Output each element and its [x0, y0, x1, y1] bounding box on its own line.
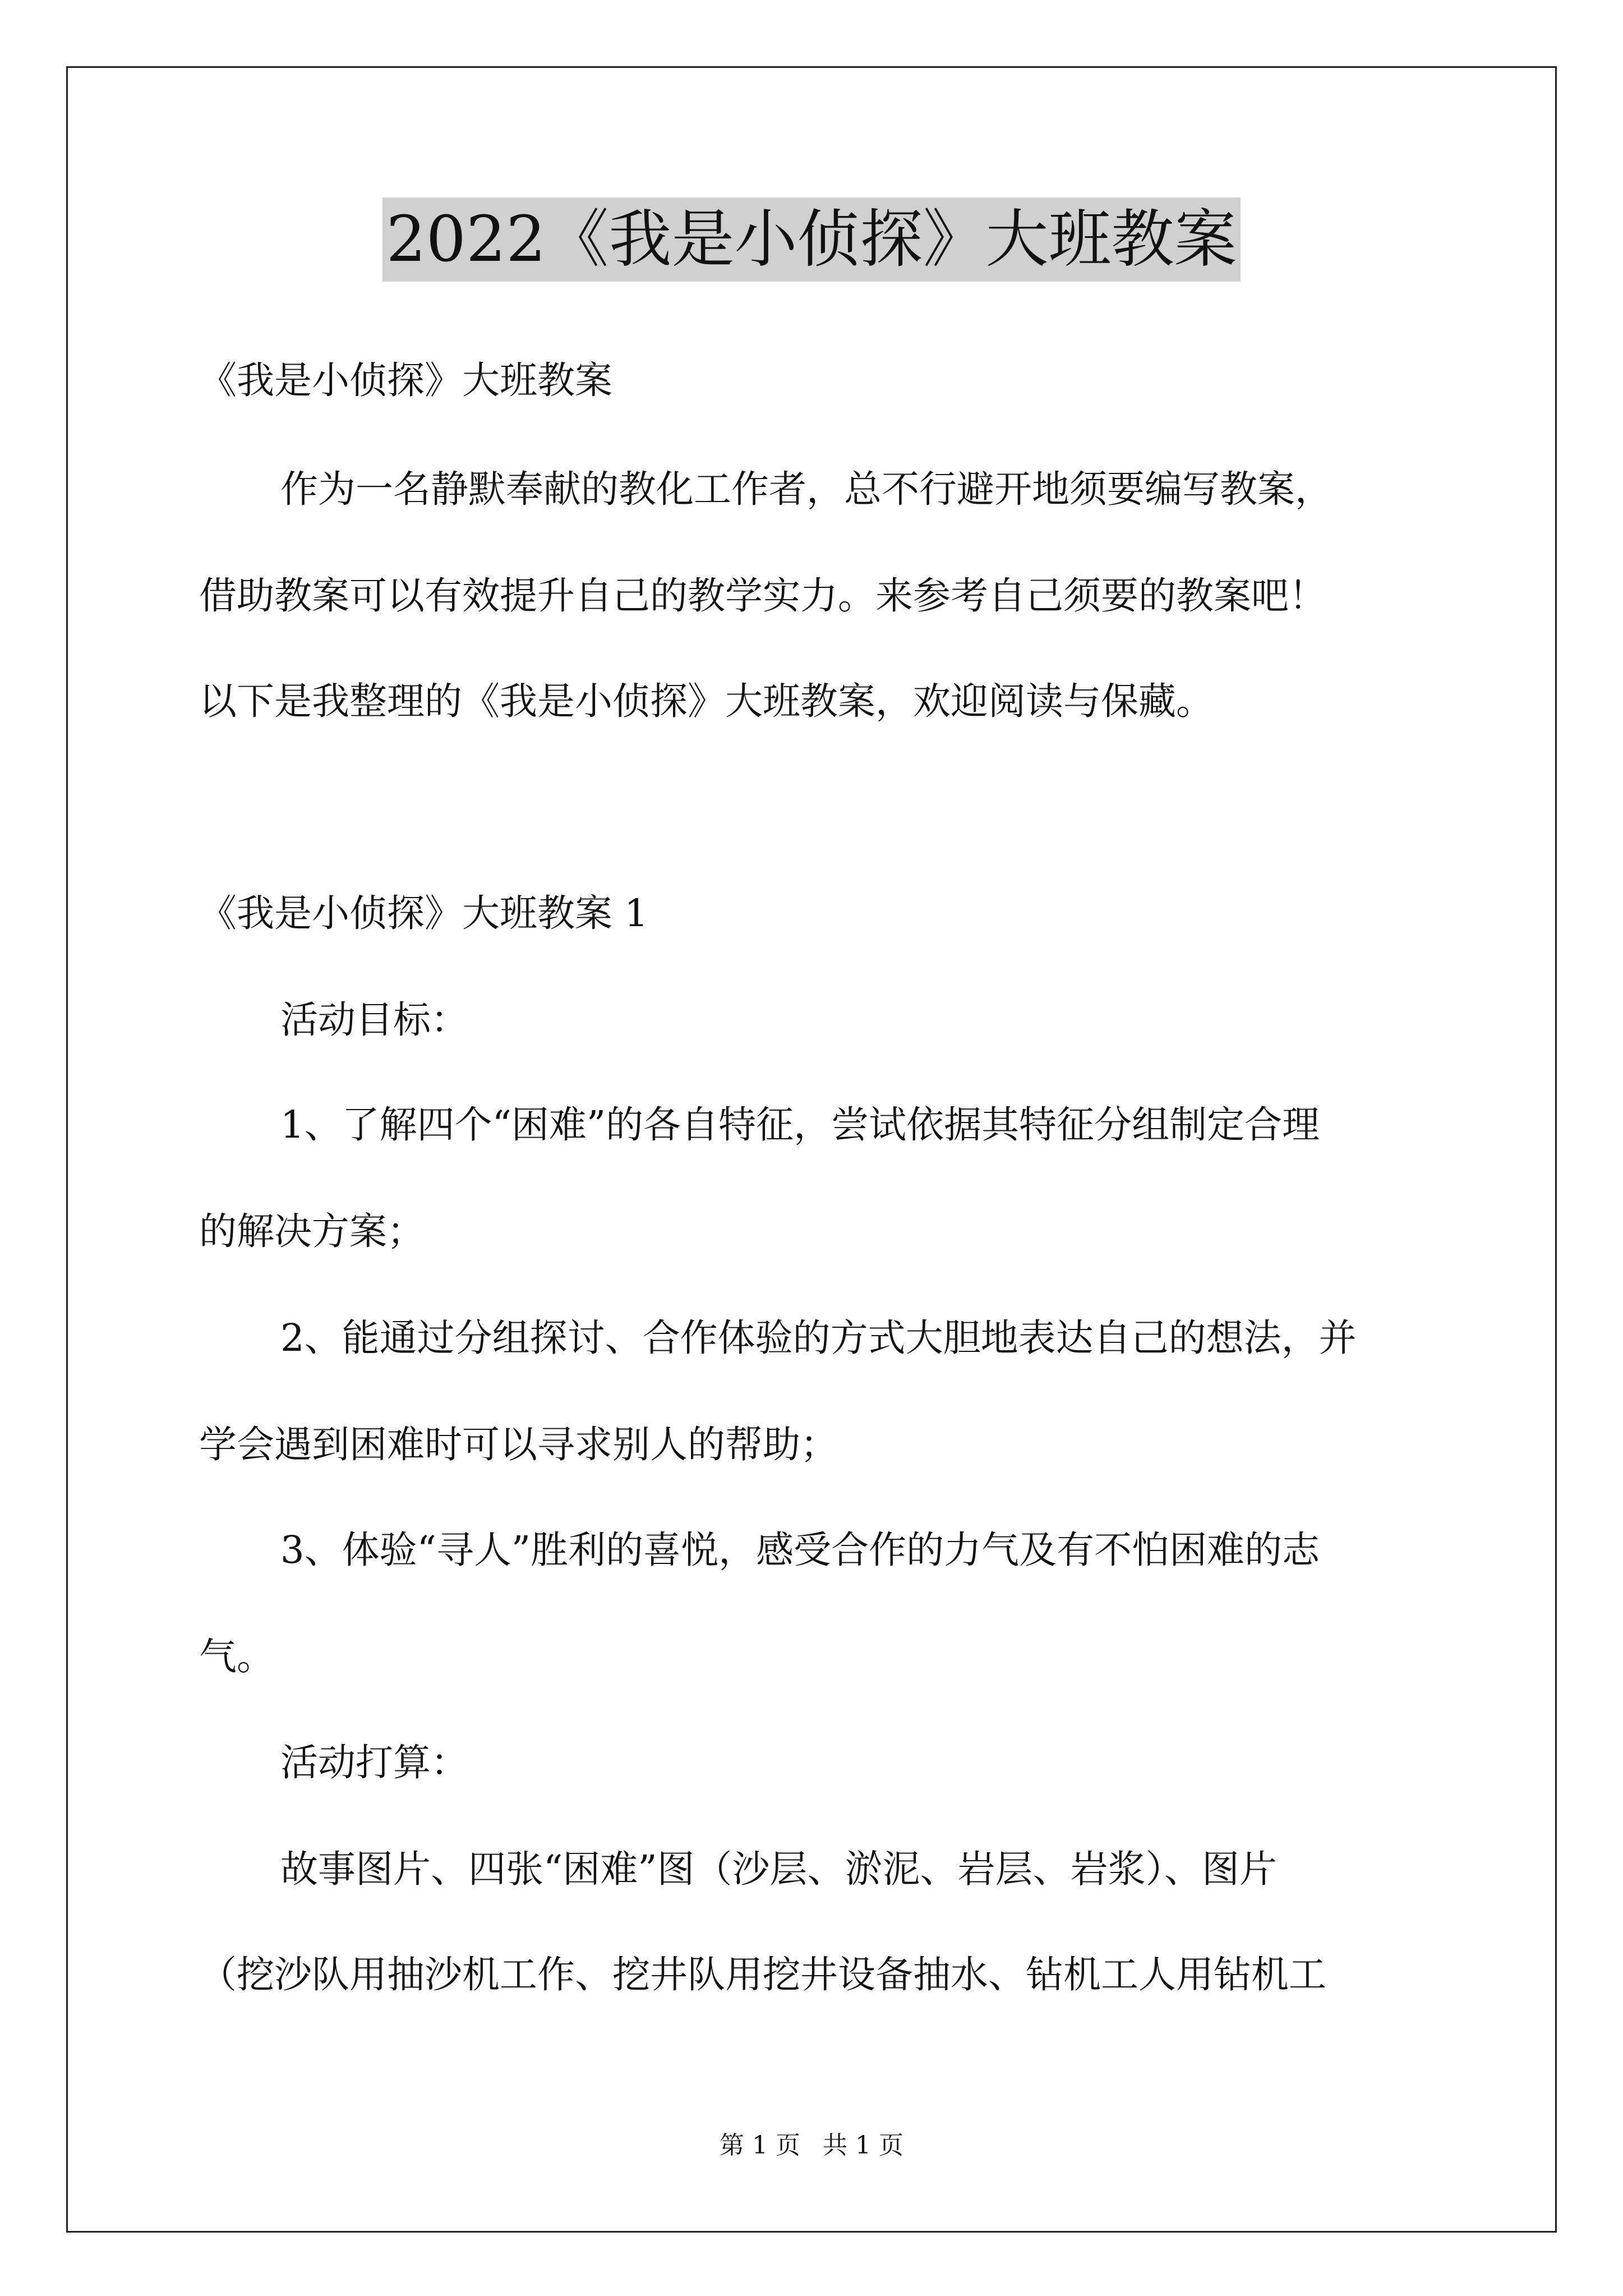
goal-line-6: 气。	[199, 1635, 274, 1678]
page-footer	[0, 2129, 1623, 2162]
page-number: 第 1 页	[720, 2131, 800, 2160]
document-title: 2022《我是小侦探》大班教案	[382, 197, 1240, 282]
prep-heading: 活动打算：	[280, 1741, 468, 1784]
goal-line-2: 的解决方案；	[199, 1209, 425, 1253]
goal-line-3: 2、能通过分组探讨、合作体验的方式大胆地表达自己的想法，并	[280, 1316, 1357, 1360]
title-container	[0, 197, 1623, 282]
intro-line-3: 以下是我整理的《我是小侦探》大班教案，欢迎阅读与保藏。	[199, 679, 1214, 723]
document-subtitle: 《我是小侦探》大班教案	[199, 358, 612, 402]
prep-line-1: 故事图片、四张“困难”图（沙层、淤泥、岩层、岩浆）、图片	[280, 1847, 1278, 1891]
section-heading: 《我是小侦探》大班教案 1	[199, 891, 648, 935]
goal-line-4: 学会遇到困难时可以寻求别人的帮助；	[199, 1423, 838, 1466]
intro-line-2: 借助教案可以有效提升自己的教学实力。来参考自己须要的教案吧！	[199, 574, 1326, 618]
prep-line-2: （挖沙队用抽沙机工作、挖井队用挖井设备抽水、钻机工人用钻机工	[199, 1953, 1326, 1996]
goal-line-1: 1、了解四个“困难”的各自特征，尝试依据其特征分组制定合理	[280, 1103, 1320, 1147]
intro-line-1: 作为一名静默奉献的教化工作者，总不行避开地须要编写教案，	[280, 467, 1332, 511]
page-total: 共 1 页	[823, 2131, 903, 2160]
goals-heading: 活动目标：	[280, 998, 468, 1042]
goal-line-5: 3、体验“寻人”胜利的喜悦，感受合作的力气及有不怕困难的志	[280, 1528, 1320, 1572]
